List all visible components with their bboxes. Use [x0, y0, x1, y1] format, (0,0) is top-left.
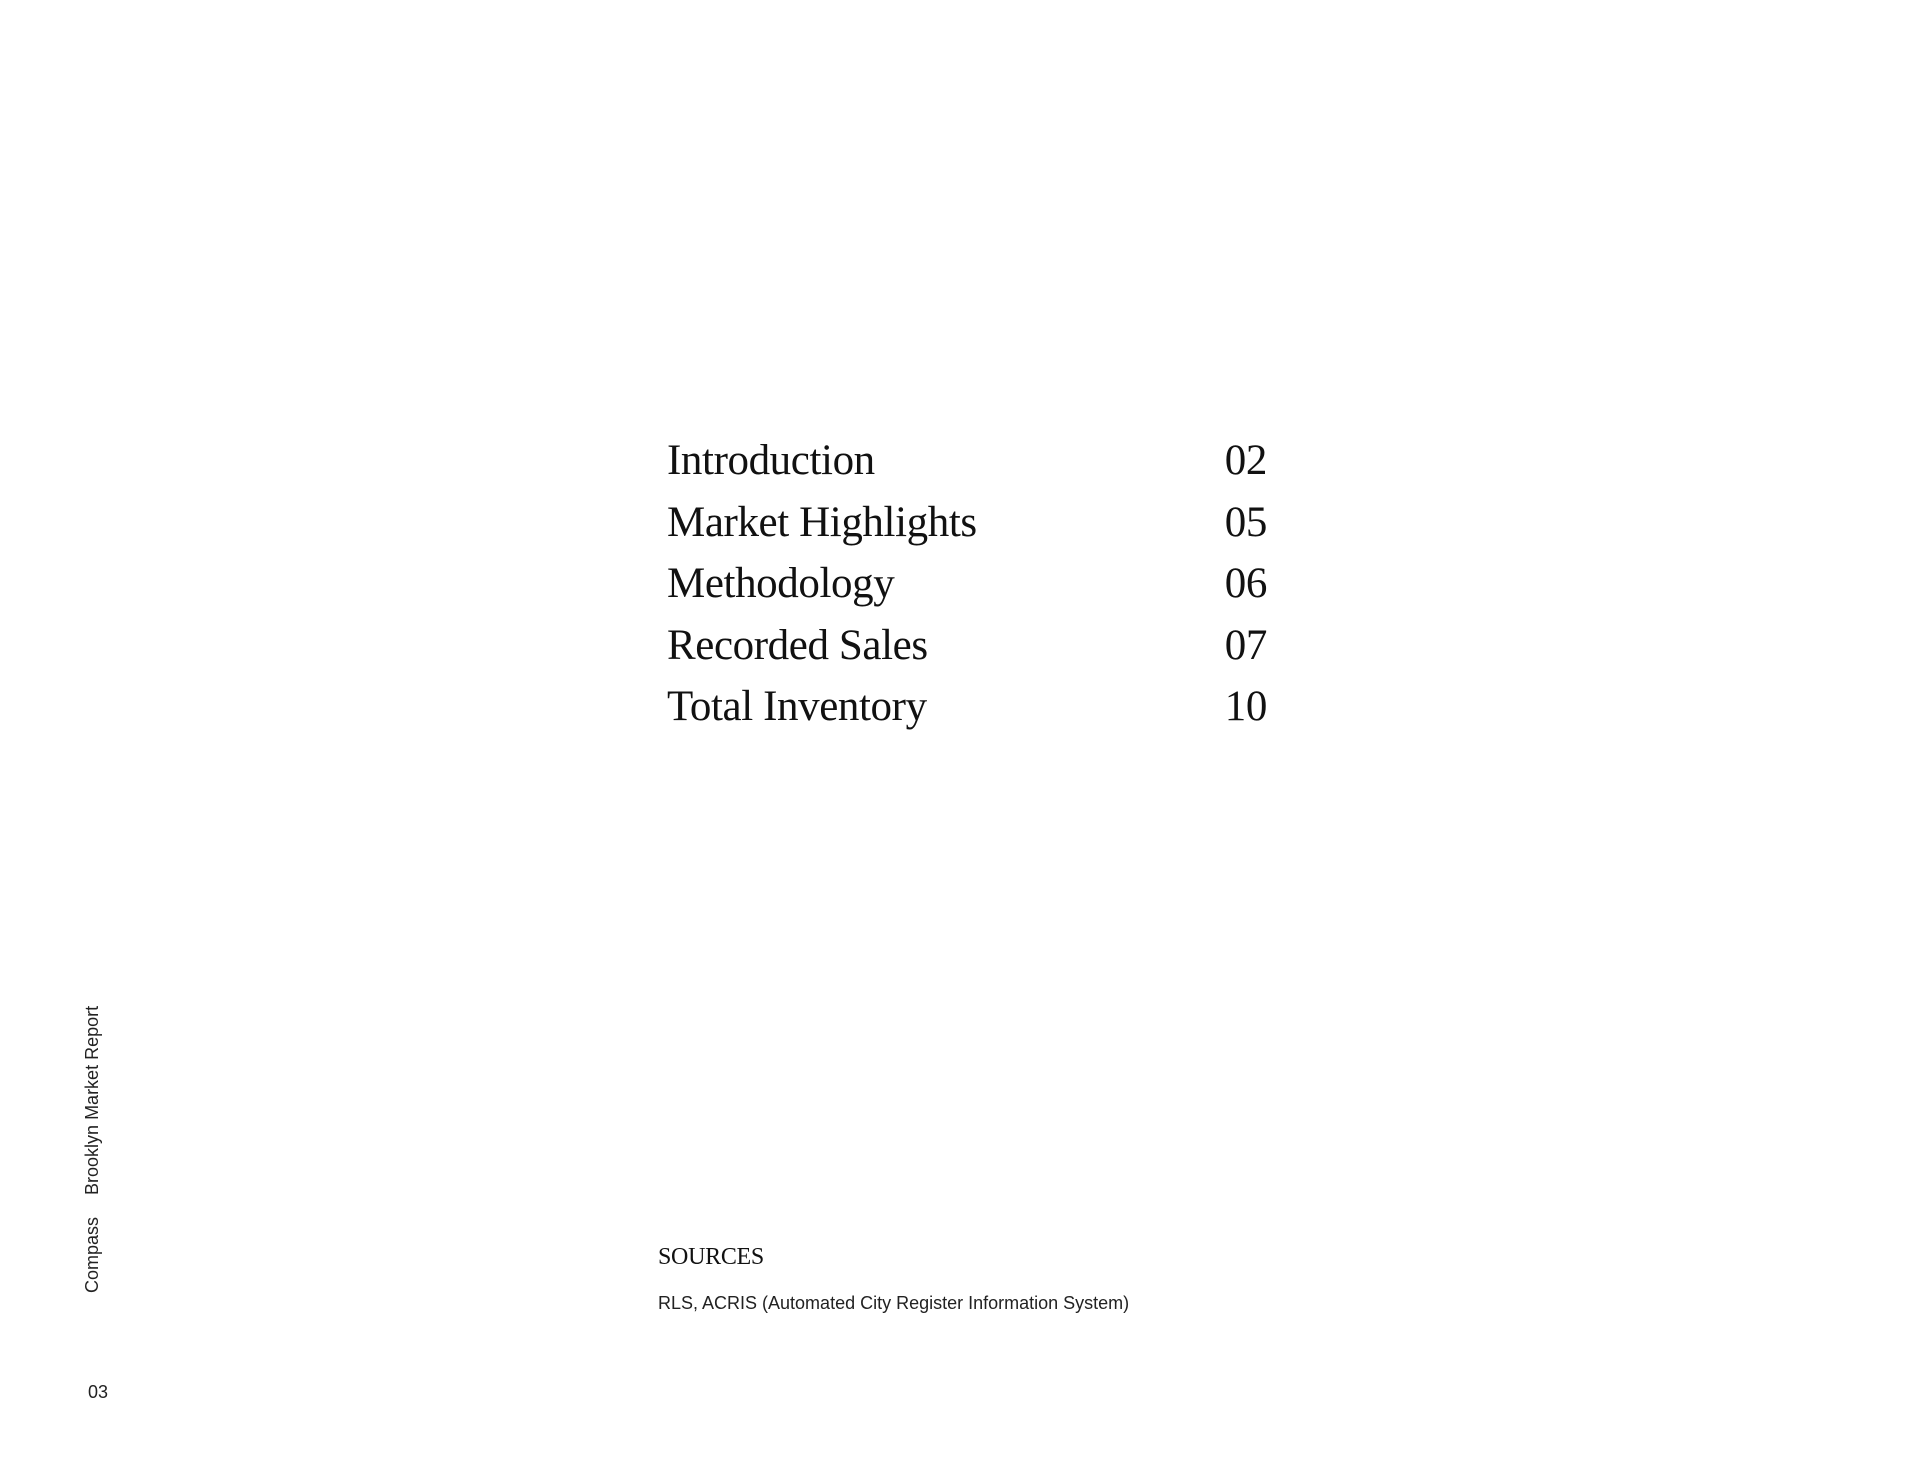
toc-item-recorded-sales[interactable] — [667, 615, 1267, 677]
toc-item-page: 10 — [1224, 683, 1267, 730]
toc-item-page: 06 — [1224, 560, 1267, 607]
sidebar-report-label — [81, 893, 103, 1293]
sources-heading: SOURCES — [658, 1244, 764, 1270]
toc-item-page: 07 — [1224, 621, 1267, 669]
toc-item-title: Recorded Sales — [667, 621, 928, 669]
toc-item-title: Market Highlights — [667, 498, 977, 546]
toc-item-page: 05 — [1224, 498, 1267, 546]
sources-text: RLS, ACRIS (Automated City Register Information System) — [658, 1293, 1130, 1313]
brand-name: Compass — [82, 1216, 102, 1293]
table-of-contents — [667, 430, 1267, 738]
toc-item-title: Introduction — [667, 437, 875, 484]
toc-item-introduction[interactable] — [667, 430, 1267, 492]
toc-item-title: Total Inventory — [667, 683, 927, 730]
toc-item-total-inventory[interactable] — [667, 676, 1267, 738]
toc-item-market-highlights[interactable] — [667, 492, 1267, 554]
toc-item-methodology[interactable] — [667, 553, 1267, 615]
toc-item-page: 02 — [1224, 437, 1267, 484]
report-name: Brooklyn Market Report — [82, 1005, 102, 1195]
page-number: 03 — [88, 1382, 109, 1402]
toc-item-title: Methodology — [667, 560, 895, 607]
